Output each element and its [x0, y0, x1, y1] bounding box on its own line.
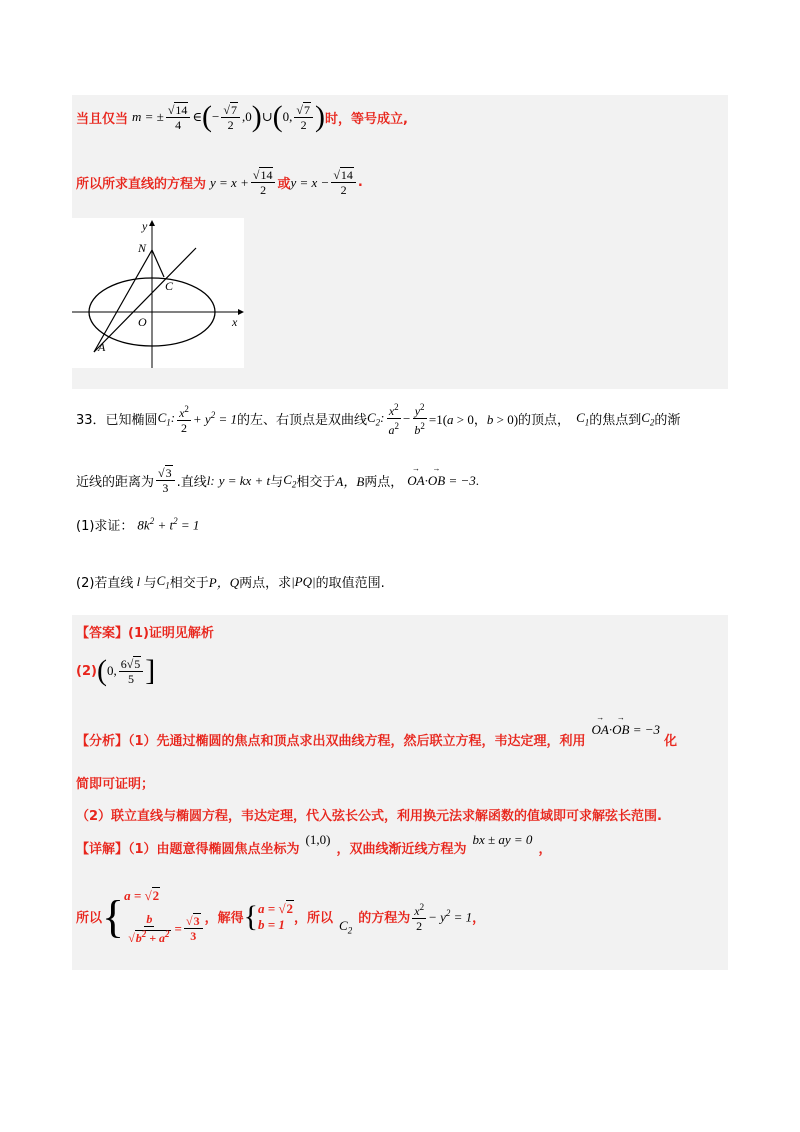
label-x: x [232, 315, 238, 329]
question-part2: (2)若直线 l 与 $C_1$ 相交于 P，Q 两点，求 |PQ| 的取值范围. [76, 572, 385, 591]
analysis-line2: 简即可证明； [76, 777, 155, 792]
answer-line2: (2) ( 0, $\frac{6√5}{5}$ ] [76, 654, 156, 687]
label-y: y [142, 219, 148, 233]
line-equation-line: 所以所求直线的方程为 y = x + $\frac{√14}{2}$ 或 y = x − $\frac{√14}{2}$ . [76, 168, 363, 197]
label-N: N [138, 241, 147, 255]
equality-condition-line: 当且仅当 m = ± $\frac{√14}{4}$ ∈ ( − $\frac{√7}{2}$ ,0 ) ∪ ( 0, $\frac{√7}{2}$ ) 时，等号成立, [76, 100, 408, 133]
label-C: C [165, 279, 174, 293]
line-NC [152, 250, 164, 277]
ellipse-diagram [72, 218, 244, 368]
answer-line1: 【答案】(1)证明见解析 [76, 626, 214, 641]
line-AC [94, 248, 196, 352]
analysis-line1: 【分析】（1）先通过椭圆的焦点和顶点求出双曲线方程，然后联立方程，韦达定理，利用 → OA·→ OB = −3 化 [76, 730, 677, 749]
label-A: A [98, 340, 106, 354]
x-axis-arrow [238, 309, 244, 315]
y-axis-arrow [149, 220, 155, 226]
analysis-line3: （2）联立直线与椭圆方程，韦达定理，代入弦长公式，利用换元法求解函数的值域即可求解弦长范围. [76, 809, 662, 824]
detail-line1: 【详解】（1）由题意得椭圆焦点坐标为 (1,0) ，双曲线渐近线方程为 bx ± ay = 0 ， [76, 831, 552, 857]
question-part1: (1)求证： $8k^2 + t^2 = 1$ [76, 515, 200, 534]
or-word: 或 [277, 177, 291, 192]
line-eq-prefix: 所以所求直线的方程为 [76, 177, 207, 192]
math-m-value: m = ± [132, 109, 164, 124]
question-number: 33． [76, 413, 106, 428]
question-33-line1: 33． 已知椭圆 $C_1$: $\frac{x^2}{2}$ + $y^2 = 1$ 的左、右顶点是双曲线 $C_2$: $\frac{x^2}{a^2}$ − $\frac{y^2}{b^2}$ =1(a > 0，b > 0) 的顶点， $C_1$ 的焦点到 $C_2$ 的渐 [76, 402, 681, 437]
question-33-line2: 近线的距离为 $\frac{√3}{3}$ .直线 l: y = kx + t 与 $C_2$ 相交于 A，B 两点， → OA·→ OB = −3 . [76, 466, 479, 495]
equality-condition-suffix: 时，等号成立, [324, 111, 408, 127]
detail-line2: 所以 { a = √2 $\frac{b}{√b^2 + a^2}$ = $\frac{√3}{3}$ ，解得 { a = √2 b = 1 ，所以 $C_2$ 的方程为 $\frac{x^2}{2}$ − $y^2 = 1$ ， [76, 888, 486, 945]
ellipse-figure [72, 218, 244, 368]
label-O: O [138, 315, 147, 329]
equality-condition-prefix: 当且仅当 [76, 111, 129, 127]
